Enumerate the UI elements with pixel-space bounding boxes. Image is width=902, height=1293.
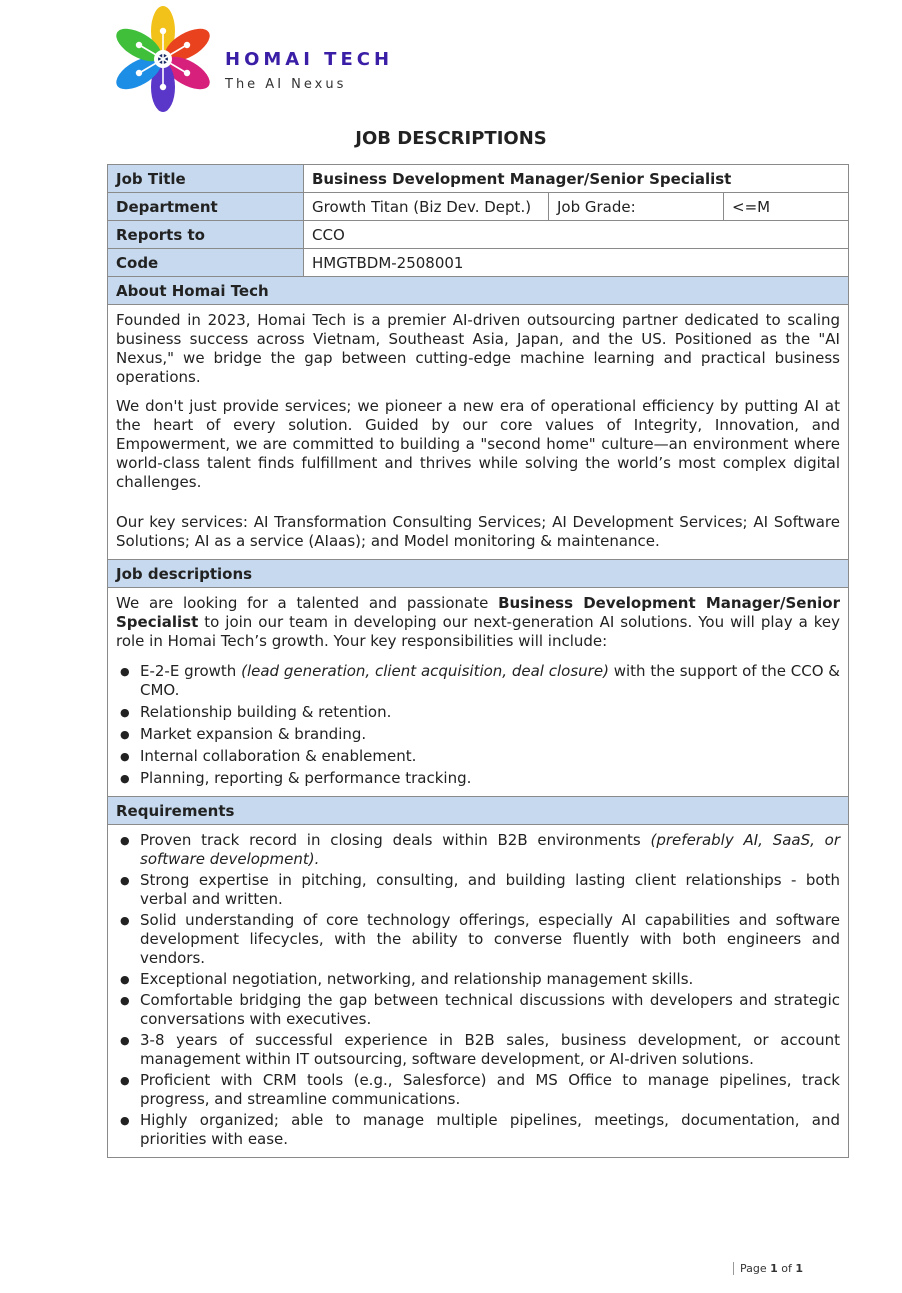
job-title-row xyxy=(108,165,849,193)
page-number xyxy=(733,1262,803,1275)
job-grade-label: Job Grade: xyxy=(549,193,724,221)
item-text: Proven track record in closing deals within B2B environments xyxy=(140,831,651,849)
requirements-list xyxy=(116,831,840,1149)
intro-text: to join our team in developing our next-generation AI solutions. You will play a key role in Homai Tech’s growth. Your key responsibilities will include: xyxy=(116,613,840,650)
job-description-table xyxy=(107,164,849,1158)
code-row xyxy=(108,249,849,277)
list-item: ● Internal collaboration & enablement. xyxy=(140,747,840,766)
item-text: E-2-E growth xyxy=(140,662,242,680)
job-title-label: Job Title xyxy=(108,165,304,193)
list-item: ● Strong expertise in pitching, consulting, and building lasting client relationships - both verbal and written. xyxy=(140,871,840,909)
job-grade-value: <=M xyxy=(724,193,849,221)
intro-bold-title: Business Development Manager/Senior Specialist xyxy=(116,594,840,631)
requirements-body-row xyxy=(108,825,849,1158)
department-row xyxy=(108,193,849,221)
list-item: ● Exceptional negotiation, networking, and relationship management skills. xyxy=(140,970,840,989)
reports-to-row xyxy=(108,221,849,249)
page-prefix: Page xyxy=(740,1262,771,1275)
code-value: HMGTBDM-2508001 xyxy=(304,249,849,277)
job-descriptions-body-row xyxy=(108,588,849,797)
about-body-row xyxy=(108,305,849,560)
page-current: 1 xyxy=(770,1262,778,1275)
requirements-heading: Requirements xyxy=(108,797,849,825)
list-item: ● 3-8 years of successful experience in B2B sales, business development, or account management within IT outsourcing, software development, or AI-driven solutions. xyxy=(140,1031,840,1069)
page-total: 1 xyxy=(795,1262,804,1275)
item-italic-text: (lead generation, client acquisition, deal closure) xyxy=(241,662,609,680)
document-title: JOB DESCRIPTIONS xyxy=(355,128,547,149)
about-heading-row xyxy=(108,277,849,305)
homai-tech-logo xyxy=(116,6,210,112)
list-item xyxy=(140,662,840,700)
responsibilities-list xyxy=(116,662,840,788)
item-text: with the support of the CCO & CMO. xyxy=(140,662,841,699)
about-heading: About Homai Tech xyxy=(108,277,849,305)
list-item: ● Proficient with CRM tools (e.g., Salesforce) and MS Office to manage pipelines, track progress, and streamline communications. xyxy=(140,1071,840,1109)
requirements-heading-row xyxy=(108,797,849,825)
page-of: of xyxy=(777,1262,796,1275)
about-paragraph: We don't just provide services; we pioneer a new era of operational efficiency by putting AI at the heart of every solution. Guided by our core values of Integrity, Innovation, and Empowerment, we are committed to building a "second home" culture—an environment where world-class talent finds fulfillment and thrives while solving the world’s most complex digital challenges. xyxy=(116,397,840,491)
list-item: ● Comfortable bridging the gap between technical discussions with developers and strategic conversations with executives. xyxy=(140,991,840,1029)
job-descriptions-intro xyxy=(116,594,840,651)
requirements-body xyxy=(108,825,849,1158)
brand-tagline: The AI Nexus xyxy=(225,77,347,92)
list-item xyxy=(140,831,840,869)
intro-text: We are looking for a talented and passionate xyxy=(116,594,499,612)
code-label: Code xyxy=(108,249,304,277)
job-title-value: Business Development Manager/Senior Specialist xyxy=(304,165,849,193)
department-value: Growth Titan (Biz Dev. Dept.) xyxy=(304,193,549,221)
reports-to-value: CCO xyxy=(304,221,849,249)
item-italic-text: (preferably AI, SaaS, or software development). xyxy=(140,831,840,868)
about-body xyxy=(108,305,849,560)
list-item: ● Solid understanding of core technology offerings, especially AI capabilities and software development lifecycles, with the ability to converse fluently with both engineers and vendors. xyxy=(140,911,840,968)
department-label: Department xyxy=(108,193,304,221)
job-descriptions-heading-row xyxy=(108,560,849,588)
job-descriptions-heading: Job descriptions xyxy=(108,560,849,588)
list-item: ● Planning, reporting & performance tracking. xyxy=(140,769,840,788)
list-item: ● Relationship building & retention. xyxy=(140,703,840,722)
list-item: ● Market expansion & branding. xyxy=(140,725,840,744)
brand-name: HOMAI TECH xyxy=(225,49,394,70)
list-item: ● Highly organized; able to manage multiple pipelines, meetings, documentation, and priorities with ease. xyxy=(140,1111,840,1149)
about-paragraph: Founded in 2023, Homai Tech is a premier AI-driven outsourcing partner dedicated to scaling business success across Vietnam, Southeast Asia, Japan, and the US. Positioned as the "AI Nexus," we bridge the gap between cutting-edge machine learning and practical business operations. xyxy=(116,311,840,386)
reports-to-label: Reports to xyxy=(108,221,304,249)
job-descriptions-body xyxy=(108,588,849,797)
about-paragraph: Our key services: AI Transformation Consulting Services; AI Development Services; AI Software Solutions; AI as a service (AIaas); and Model monitoring & maintenance. xyxy=(116,513,840,550)
